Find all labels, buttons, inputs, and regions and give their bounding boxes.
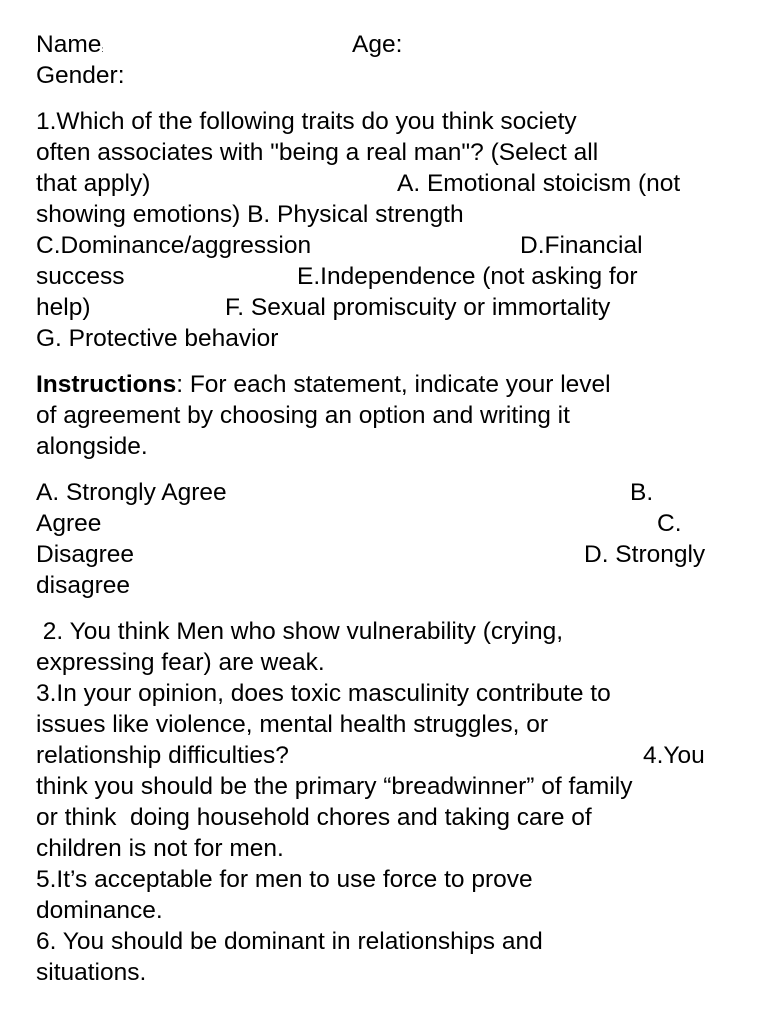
option-b-letter: B. (630, 479, 654, 506)
name-age-line (36, 29, 736, 60)
age-label: Age: (352, 31, 403, 58)
statement-3-cont: relationship difficulties? (36, 742, 289, 769)
q1-option-c: C.Dominance/aggression (36, 232, 312, 259)
gender-line (36, 60, 736, 91)
statement-4-cont: children is not for men. (36, 835, 284, 862)
option-agree: Agree (36, 510, 102, 537)
option-disagree: Disagree (36, 541, 135, 568)
q1-option-d: D.Financial (520, 232, 643, 259)
statements (36, 616, 736, 988)
statement-5: 5.It’s acceptable for men to use force to prove (36, 866, 533, 893)
q1-option-e: E.Independence (not asking for (297, 263, 638, 290)
option-d-strongly: D. Strongly (584, 541, 706, 568)
option-disagree-cont: disagree (36, 572, 130, 599)
statement-3-cont: issues like violence, mental health struggles, or (36, 711, 549, 738)
statement-3: 3.In your opinion, does toxic masculinity contribute to (36, 680, 611, 707)
statement-2: 2. You think Men who show vulnerability (crying, (36, 618, 564, 645)
instructions-text: : For each statement, indicate your level (176, 371, 611, 398)
q1-text: often associates with "being a real man"? (Select all (36, 139, 599, 166)
q1-text: 1.Which of the following traits do you think society (36, 108, 577, 135)
option-c-letter: C. (657, 510, 682, 537)
statement-2-cont: expressing fear) are weak. (36, 649, 325, 676)
instructions-text: of agreement by choosing an option and writing it (36, 402, 570, 429)
statement-4-cont: or think doing household chores and taking care of (36, 804, 592, 831)
q1-option-e-cont: help) (36, 294, 91, 321)
statement-6: 6. You should be dominant in relationships and (36, 928, 543, 955)
q1-option-g: G. Protective behavior (36, 325, 279, 352)
q1-option-b: showing emotions) B. Physical strength (36, 201, 464, 228)
q1-option-d-cont: success (36, 263, 125, 290)
instructions-label: Instructions (36, 371, 177, 398)
statement-5-cont: dominance. (36, 897, 163, 924)
questionnaire-page (36, 29, 736, 988)
gender-label: Gender: (36, 62, 125, 89)
instructions-text: alongside. (36, 433, 148, 460)
question-1 (36, 106, 736, 354)
option-strongly-agree: A. Strongly Agree (36, 479, 227, 506)
name-colon: : (101, 45, 104, 54)
statement-4: 4.You (643, 742, 705, 769)
statement-4-cont: think you should be the primary “breadwinner” of family (36, 773, 633, 800)
q1-text: that apply) (36, 170, 151, 197)
statement-6-cont: situations. (36, 959, 147, 986)
answer-options (36, 477, 736, 601)
name-label: Name (36, 31, 102, 58)
q1-option-a: A. Emotional stoicism (not (397, 170, 681, 197)
q1-option-f: F. Sexual promiscuity or immortality (225, 294, 611, 321)
instructions (36, 369, 736, 462)
